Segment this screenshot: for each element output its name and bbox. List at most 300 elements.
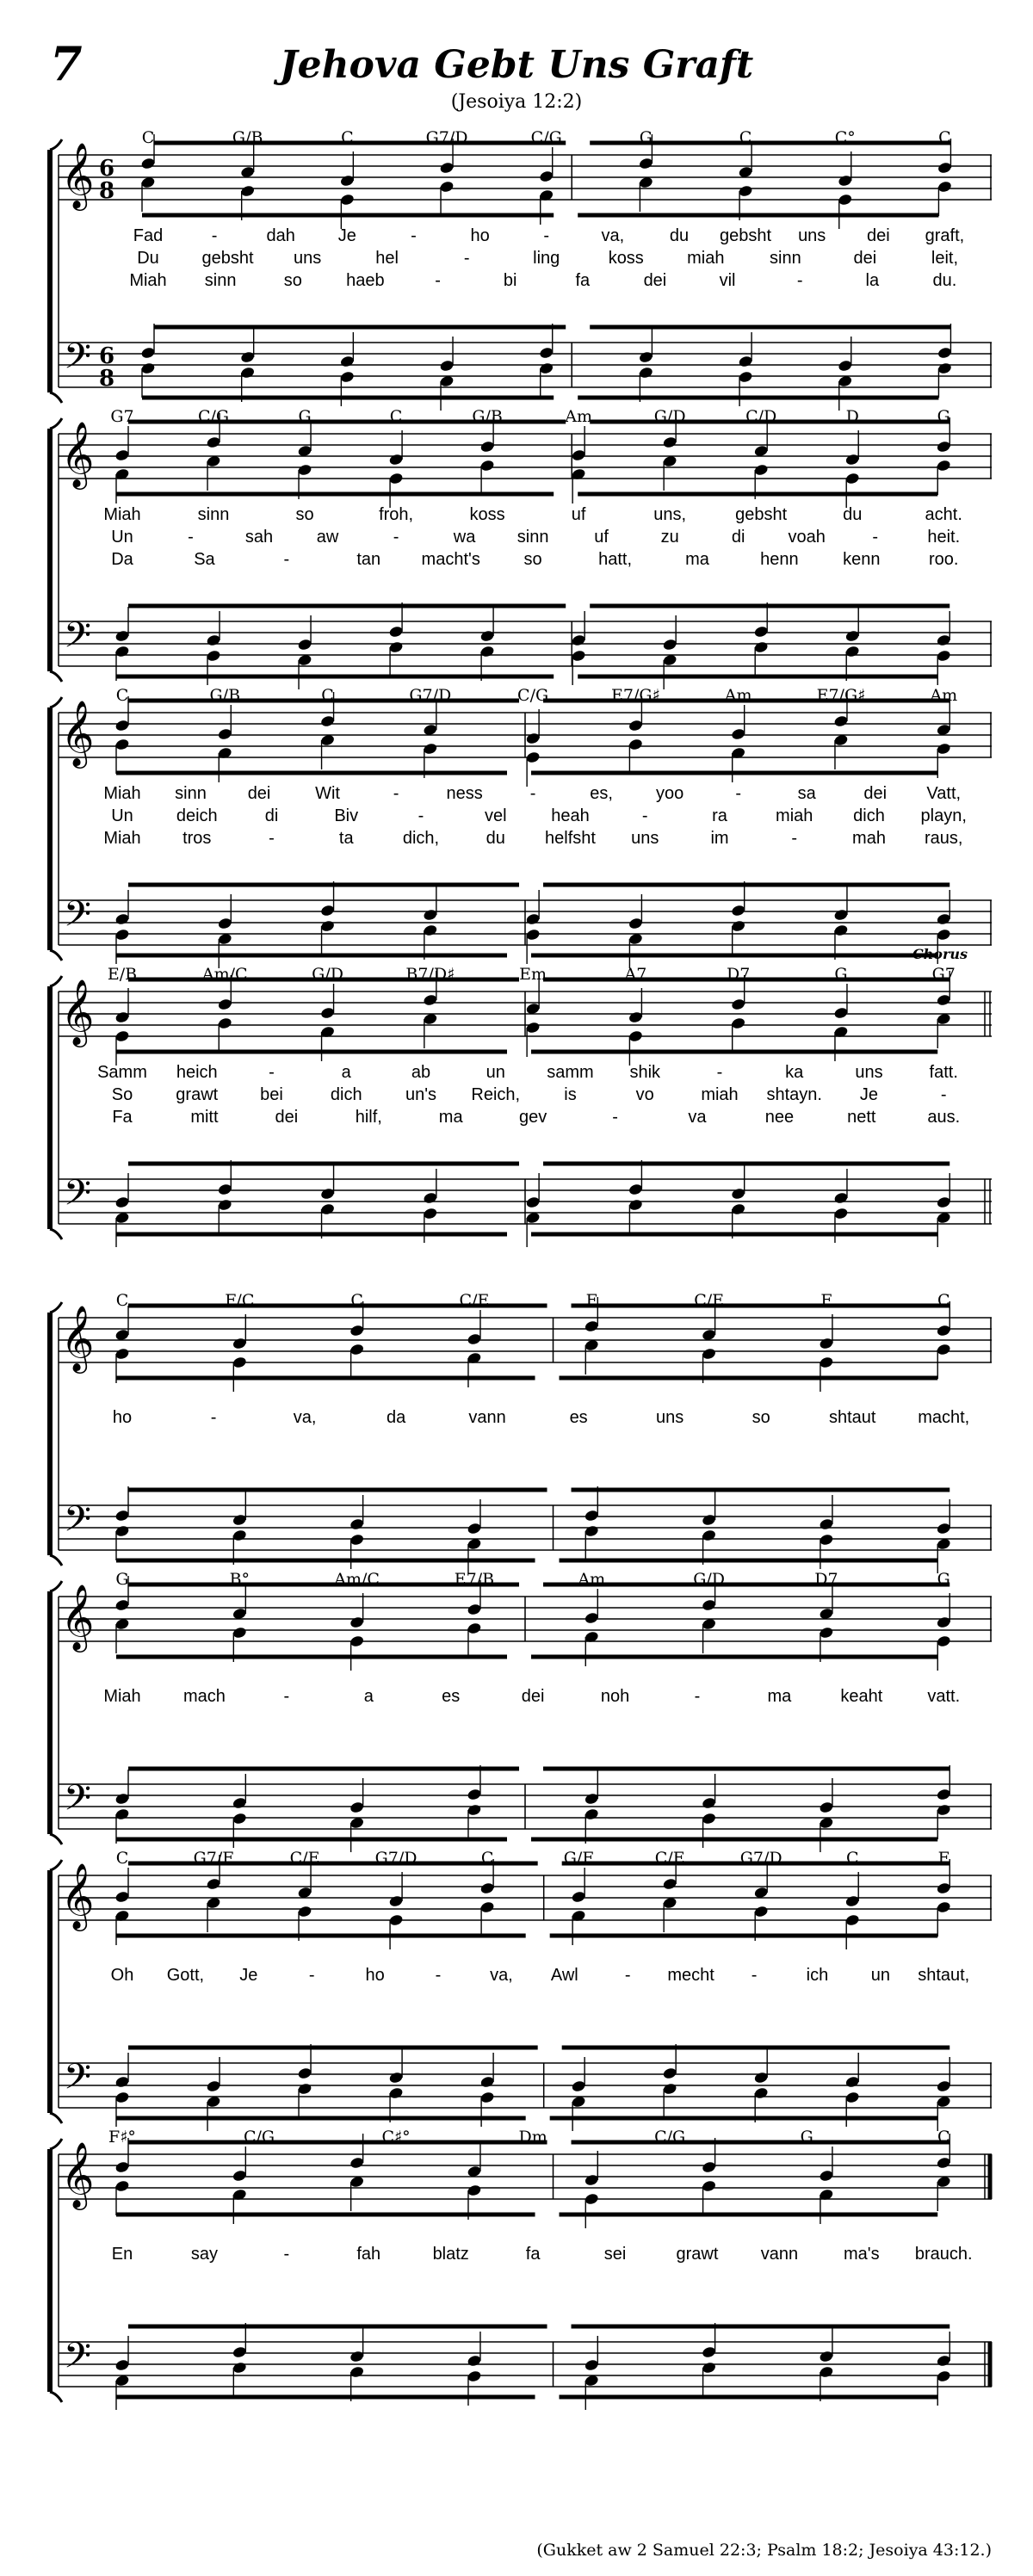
bass-notehead [833,1207,849,1220]
treble-notehead [819,1356,834,1368]
lyric-hyphen: - [940,1085,947,1104]
lyric-syllable: mah [852,829,886,848]
chord-symbol: D [845,407,859,426]
hymn-subtitle: (Jesoiya 12:2) [450,91,583,113]
treble-notehead [628,719,643,732]
lyric-syllable: Fad [133,226,164,245]
lyric-syllable: haeb [346,271,385,290]
lyric-syllable: Da [111,550,133,569]
bass-notehead [936,2079,951,2092]
lyric-syllable: ling [533,249,560,268]
chord-symbol: C [321,686,334,705]
chord-symbol: G7/D [409,686,452,705]
treble-notehead [819,1337,834,1350]
chord-symbol: C [845,1849,859,1868]
chord-symbol: G/D [653,407,686,426]
lyric-syllable: dich [330,1085,362,1104]
lyric-syllable: Je [337,226,356,245]
bass-notehead [467,1522,482,1535]
lyric-syllable: raus, [925,829,963,848]
bass-notehead [297,2066,312,2079]
chord-symbol: C/G [197,407,230,426]
bass-notehead [467,2369,482,2382]
system-4 [50,946,992,1247]
bass-notehead [423,1207,438,1220]
bass-notehead [584,1792,599,1805]
bracket-bottom-hook [50,2113,62,2123]
lyric-syllable: acht. [925,505,962,524]
bass-notehead [731,919,746,932]
lyric-syllable: sei [603,2245,627,2264]
bass-notehead [571,2079,586,2092]
hymn-title: Jehova Gebt Uns Graft [279,43,754,87]
bass-notehead [731,1202,746,1215]
system-2 [50,407,992,689]
lyric-syllable: koss [469,505,505,524]
bass-notehead [114,2075,130,2088]
bass-notehead [936,1803,951,1816]
treble-notehead [206,1877,221,1890]
lyric-syllable: kenn [843,550,881,569]
chord-symbol: G [937,407,950,426]
lyric-hyphen: - [393,528,399,547]
lyric-syllable: sinn [175,784,207,803]
chord-symbol: F [937,1849,949,1868]
treble-notehead [628,1029,643,1042]
bass-notehead [936,1788,951,1801]
lyric-syllable: wa [453,528,476,547]
lyric-syllable: ho [112,1408,133,1427]
chord-symbol: C [115,1849,129,1868]
lyric-syllable: voah [788,528,826,547]
bass-notehead [114,2358,130,2371]
lyric-syllable: macht, [918,1408,970,1427]
lyric-syllable: gebsht [201,249,254,268]
lyric-syllable: koss [608,249,644,268]
lyric-syllable: Je [859,1085,879,1104]
bass-clef: 𝄢 [63,2056,92,2106]
lyric-syllable: ma [438,1108,463,1127]
chord-symbol: G/F [563,1849,594,1868]
chord-symbol: C/G [654,2128,686,2147]
lyric-hyphen: - [418,806,424,825]
lyric-syllable: ab [411,1063,431,1082]
bass-notehead [206,633,221,646]
lyric-hyphen: - [624,1966,631,1985]
lyric-hyphen: - [210,1408,217,1427]
lyric-syllable: miah [701,1085,739,1104]
lyric-syllable: gebsht [720,226,772,245]
lyric-syllable: uns [631,829,659,848]
lyric-syllable: mecht [667,1966,714,1985]
lyric-syllable: di [731,528,745,547]
chord-symbol: C [480,1849,494,1868]
lyric-syllable: Biv [334,806,359,825]
treble-notehead [936,440,951,453]
bass-notehead [628,1183,643,1195]
chord-symbol: C/G [517,686,549,705]
lyric-hyphen: - [694,1687,701,1706]
lyric-syllable: dei [866,226,890,245]
bass-notehead [702,1796,717,1809]
treble-notehead [584,2173,599,2186]
bass-notehead [114,645,130,658]
time-signature-top: 6 [98,156,115,182]
bass-notehead [738,370,753,383]
lyric-hyphen: - [188,528,194,547]
treble-notehead [702,2160,717,2173]
treble-notehead [833,1006,849,1019]
chord-symbol: G [115,1570,129,1589]
lyric-hyphen: - [543,226,550,245]
lyric-syllable: brauch. [914,2245,973,2264]
chord-symbol: Em [519,965,547,984]
lyric-syllable: vo [635,1085,654,1104]
lyric-syllable: playn, [920,806,967,825]
bass-notehead [423,924,438,936]
treble-notehead [638,157,653,170]
lyric-syllable: miah [687,249,725,268]
lyric-hyphen: - [735,784,742,803]
treble-notehead [753,463,769,476]
system-7 [50,1849,992,2131]
lyric-syllable: dich, [402,829,440,848]
lyric-hyphen: - [463,249,470,268]
chord-symbol: G7/D [425,128,468,147]
bass-notehead [114,928,130,941]
bass-notehead [217,917,232,930]
treble-notehead [206,436,221,448]
bass-notehead [638,366,653,379]
lyric-syllable: dei [853,249,877,268]
lyric-syllable: va, [490,1966,513,1985]
bass-notehead [140,361,156,374]
bass-notehead [584,2358,599,2371]
lyric-syllable: ma [767,1687,792,1706]
bass-clef: 𝄢 [63,2335,92,2385]
chord-symbol: C [341,128,354,147]
lyric-syllable: hilf, [355,1108,382,1127]
lyric-syllable: Un [111,806,133,825]
bass-notehead [217,1198,232,1211]
lyric-syllable: ma's [844,2245,880,2264]
lyric-syllable: leit, [931,249,959,268]
lyric-syllable: da [386,1408,406,1427]
lyric-hyphen: - [283,1687,290,1706]
bass-notehead [936,649,951,662]
bass-notehead [844,2075,860,2088]
lyric-syllable: Miah [103,505,141,524]
lyric-syllable: Samm [97,1063,147,1082]
treble-notehead [936,1881,951,1894]
bass-notehead [217,1183,232,1195]
lyric-syllable: dich [853,806,885,825]
treble-notehead [114,1890,130,1903]
treble-clef: 𝄞 [60,1584,95,1650]
treble-notehead [479,459,495,472]
chord-symbol: E7/G♯ [611,686,660,705]
treble-notehead [232,2169,247,2182]
lyric-syllable: vil [719,271,736,290]
treble-notehead [584,1611,599,1624]
bass-notehead [662,2082,677,2095]
bass-notehead [114,1792,130,1805]
lyric-syllable: shtayn. [766,1085,822,1104]
lyric-syllable: fatt. [929,1063,958,1082]
bass-notehead [731,1187,746,1200]
lyric-syllable: ra [712,806,727,825]
lyric-syllable: bei [260,1085,283,1104]
lyric-syllable: is [564,1085,577,1104]
lyric-syllable: macht's [421,550,480,569]
chord-symbol: G7/F [193,1849,234,1868]
lyric-syllable: vatt. [927,1687,961,1706]
lyric-syllable: vann [468,1408,506,1427]
bass-notehead [423,908,438,921]
lyric-syllable: roo. [929,550,959,569]
treble-notehead [936,459,951,472]
treble-notehead [232,1356,247,1368]
lyric-syllable: Fa [112,1108,133,1127]
lyric-syllable: Miah [103,1687,141,1706]
lyric-syllable: dei [247,784,271,803]
lyric-syllable: bi [503,271,517,290]
bass-notehead [753,2086,769,2099]
lyric-syllable: samm [547,1063,594,1082]
lyric-syllable: va, [293,1408,317,1427]
bass-notehead [349,2365,365,2378]
bass-notehead [833,908,849,921]
chord-symbol: G/B [232,128,263,147]
bass-notehead [819,1801,834,1813]
bass-notehead [838,359,853,372]
treble-notehead [702,1347,717,1360]
lyric-syllable: gebsht [735,505,788,524]
bass-notehead [232,2361,247,2374]
lyric-syllable: so [295,505,314,524]
treble-clef: 𝄞 [60,979,95,1045]
bass-notehead [936,912,951,925]
lyric-hyphen: - [612,1108,618,1127]
chord-symbol: G [298,407,312,426]
lyric-syllable: Vatt, [926,784,962,803]
chord-symbol: Am [578,1570,606,1589]
lyric-syllable: Un [111,528,133,547]
lyric-syllable: a [341,1063,351,1082]
chord-symbol: C [938,128,951,147]
lyric-syllable: dah [266,226,295,245]
lyric-syllable: di [264,806,279,825]
chord-symbol: Am/C [201,965,248,984]
bass-notehead [206,2079,221,2092]
lyric-syllable: miah [776,806,813,825]
time-signature-bottom: 8 [98,366,115,392]
treble-notehead [388,1894,404,1907]
lyric-syllable: grawt [676,2245,719,2264]
treble-notehead [844,1913,860,1926]
lyric-syllable: say [190,2245,218,2264]
treble-notehead [114,448,130,461]
bass-notehead [114,629,130,642]
lyric-syllable: fah [356,2245,381,2264]
system-3 [50,686,992,968]
chord-symbol: F [585,1291,597,1310]
treble-clef: 𝄞 [60,421,95,487]
bass-notehead [584,1807,599,1820]
lyric-syllable: ness [446,784,483,803]
bass-notehead [467,2354,482,2367]
chord-symbol: D7 [814,1570,838,1589]
time-signature-bottom: 8 [98,178,115,204]
chord-symbol: G/B [472,407,503,426]
bass-notehead [844,629,860,642]
bass-notehead [628,917,643,930]
bass-notehead [662,638,677,651]
bass-notehead [702,2345,717,2358]
bass-notehead [114,1509,130,1522]
treble-notehead [423,993,438,1006]
treble-notehead [114,1029,130,1042]
lyric-syllable: dei [275,1108,299,1127]
system-5 [50,1291,992,1573]
lyric-syllable: blatz [432,2245,469,2264]
treble-notehead [349,2156,365,2169]
bracket-bottom-hook [50,950,62,961]
lyric-hyphen: - [411,226,417,245]
lyric-syllable: ho [365,1966,385,1985]
lyric-syllable: shtaut, [918,1966,970,1985]
lyric-syllable: heah [551,806,590,825]
lyric-syllable: un's [405,1085,437,1104]
treble-notehead [439,161,455,174]
lyric-syllable: du [843,505,863,524]
bass-notehead [479,645,495,658]
treble-notehead [349,1634,365,1647]
lyric-syllable: shik [629,1063,661,1082]
bass-notehead [297,2082,312,2095]
treble-notehead [539,170,554,182]
treble-notehead [140,157,156,170]
bass-notehead [638,350,653,363]
bass-notehead [753,2071,769,2084]
treble-notehead [297,1905,312,1918]
lyric-syllable: fa [525,2245,541,2264]
bass-notehead [936,2369,951,2382]
treble-notehead [571,448,586,461]
treble-notehead [479,1881,495,1894]
chord-symbol: G7/D [739,1849,782,1868]
lyric-hyphen: - [872,528,879,547]
treble-notehead [738,184,753,197]
treble-notehead [702,2179,717,2192]
system-8 [50,2128,992,2410]
bass-notehead [114,2091,130,2103]
bass-notehead [388,625,404,638]
bass-notehead [571,649,586,662]
lyric-syllable: sinn [770,249,801,268]
lyric-syllable: froh, [379,505,414,524]
lyric-syllable: Miah [129,271,167,290]
chord-symbol: G [834,965,848,984]
bass-notehead [584,1509,599,1522]
treble-notehead [525,751,541,763]
bass-notehead [525,1195,541,1208]
lyric-syllable: va [688,1108,707,1127]
lyric-syllable: vann [760,2245,799,2264]
bass-notehead [731,904,746,917]
lyric-syllable: deich [176,806,218,825]
bass-clef: 𝄢 [63,893,92,943]
lyric-syllable: es [442,1687,461,1706]
lyric-syllable: nee [764,1108,795,1127]
bass-notehead [349,1801,365,1813]
bass-notehead [114,912,130,925]
treble-notehead [753,1905,769,1918]
bass-notehead [232,1529,247,1541]
lyric-syllable: va, [601,226,625,245]
lyric-syllable: sa [797,784,816,803]
time-signature-top: 6 [98,343,115,369]
lyric-syllable: fa [575,271,591,290]
lyric-hyphen: - [308,1966,315,1985]
lyric-hyphen: - [269,1063,275,1082]
bass-notehead [114,1195,130,1208]
treble-notehead [114,1010,130,1023]
treble-notehead [240,184,256,197]
bass-notehead [571,633,586,646]
bracket-bottom-hook [50,2392,62,2402]
chord-symbol: G7 [931,965,956,984]
treble-notehead [731,727,746,740]
bass-notehead [114,1524,130,1537]
chord-symbol: C/E [694,1291,725,1310]
treble-clef: 𝄞 [60,2141,95,2208]
lyric-syllable: zu [660,528,679,547]
chord-symbol: C/E [289,1849,320,1868]
lyric-syllable: heit. [927,528,961,547]
treble-notehead [571,1890,586,1903]
chord-symbol: G [937,1570,950,1589]
lyric-syllable: sinn [197,505,230,524]
chord-symbol: G/D [693,1570,726,1589]
lyric-syllable: nett [847,1108,876,1127]
lyric-syllable: henn [760,550,799,569]
chord-symbol: Dm [518,2128,547,2147]
chord-symbol: C° [834,128,856,147]
bracket-bottom-hook [50,1229,62,1239]
lyric-syllable: es [569,1408,588,1427]
bass-notehead [140,346,156,359]
lyric-syllable: graft, [925,226,965,245]
bass-notehead [388,2086,404,2099]
bass-notehead [584,1524,599,1537]
lyric-syllable: yoo [656,784,684,803]
treble-clef: 𝄞 [60,1305,95,1371]
bass-notehead [819,2350,834,2363]
treble-notehead [114,2160,130,2173]
chord-symbol: G7/D [374,1849,418,1868]
treble-notehead [217,1016,232,1029]
chord-symbol: C [937,2128,950,2147]
bass-notehead [525,912,541,925]
chord-symbol: G [639,128,653,147]
bass-notehead [753,625,769,638]
chord-symbol: C [115,1291,129,1310]
bass-notehead [467,1803,482,1816]
treble-notehead [838,193,853,206]
chord-symbol: Am/C [334,1570,380,1589]
lyric-syllable: un [486,1063,505,1082]
